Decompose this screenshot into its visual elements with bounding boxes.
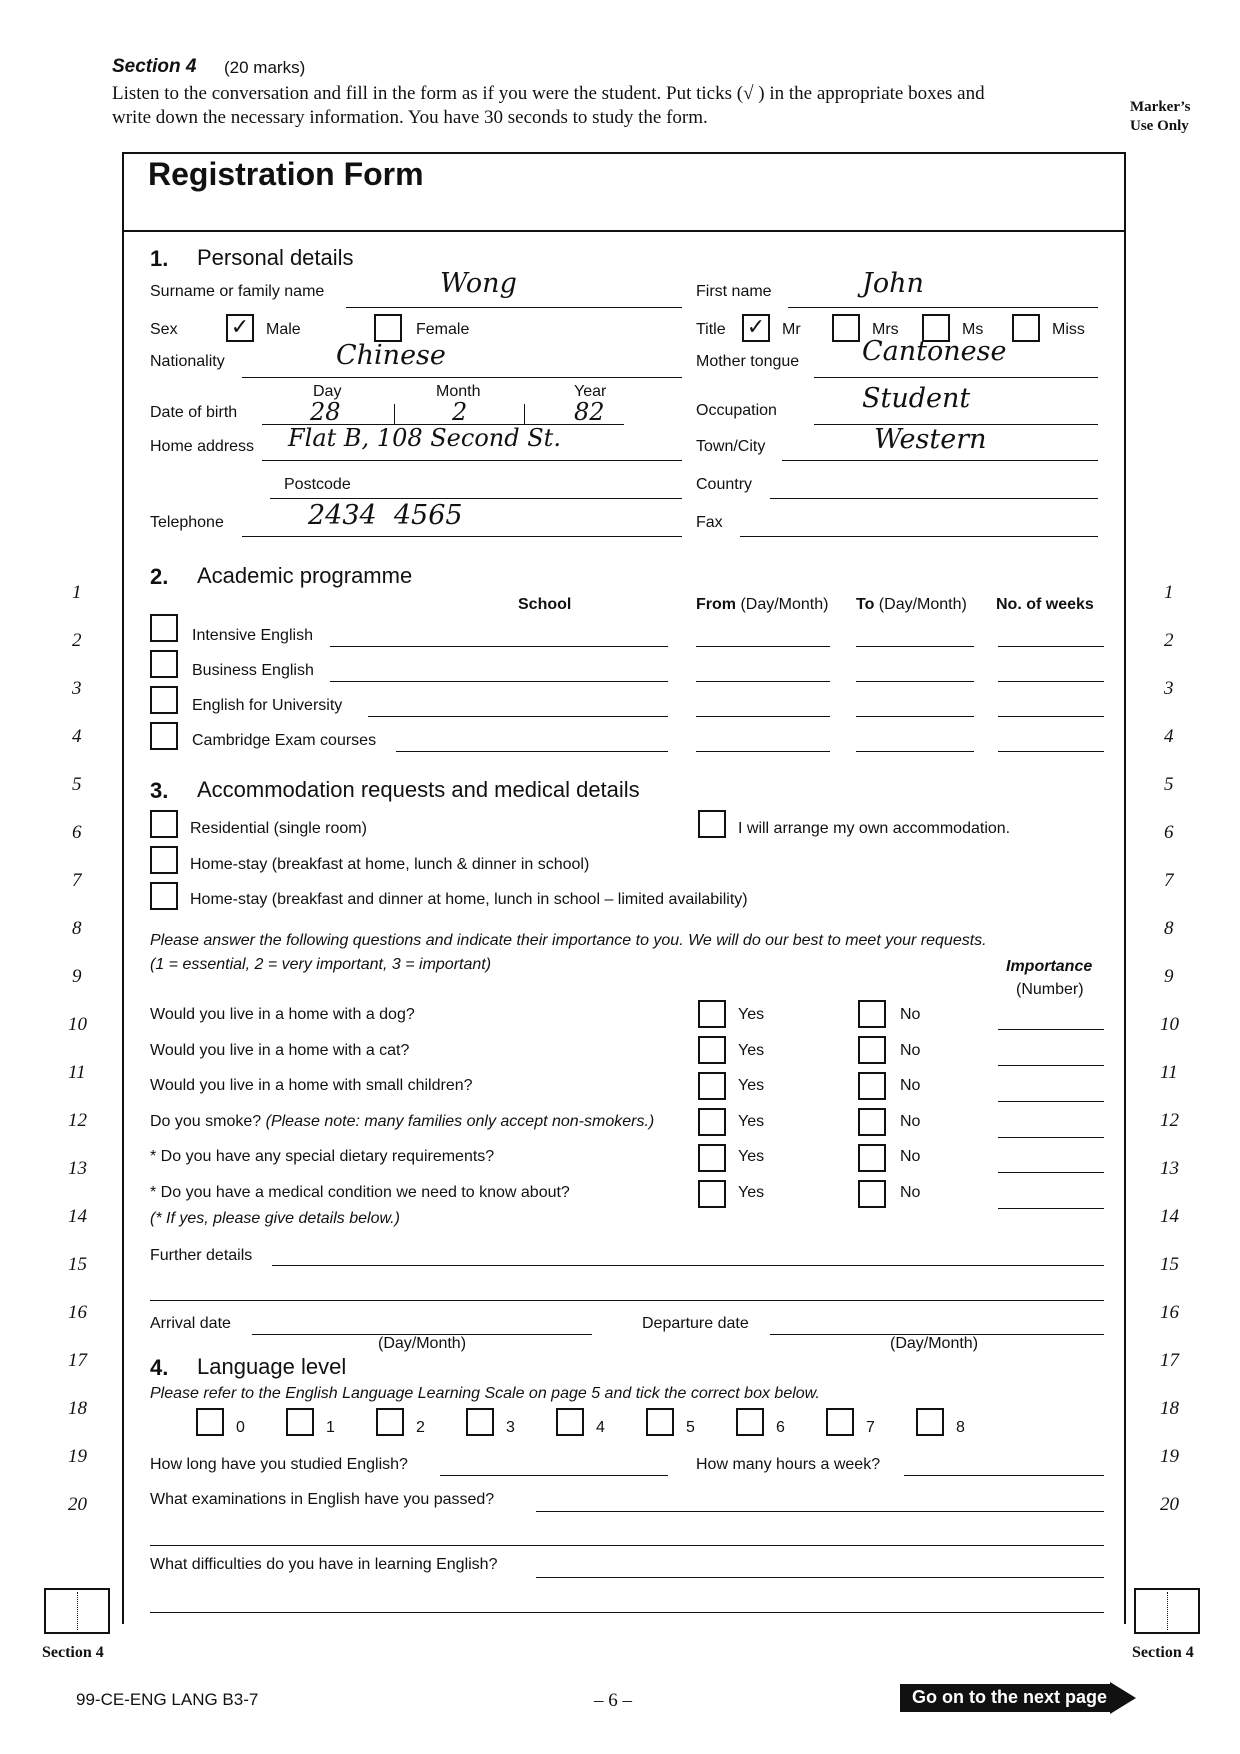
to-field[interactable] — [856, 716, 974, 717]
children-yes-checkbox[interactable] — [698, 1072, 726, 1100]
margin-number-right: 9 — [1164, 966, 1174, 987]
margin-number-left: 8 — [72, 918, 82, 939]
english-for-university-checkbox[interactable] — [150, 686, 178, 714]
form-title: Registration Form — [148, 156, 424, 192]
level-2-checkbox[interactable] — [376, 1408, 404, 1436]
mrs-label: Mrs — [872, 321, 899, 338]
hours-field[interactable] — [904, 1475, 1104, 1476]
dob-label: Date of birth — [150, 404, 238, 421]
school-field[interactable] — [368, 716, 668, 717]
medical-yes-checkbox[interactable] — [698, 1180, 726, 1208]
next-page-banner — [900, 1682, 1136, 1714]
children-importance-field[interactable] — [998, 1101, 1104, 1102]
margin-number-left: 19 — [68, 1446, 87, 1467]
question-children: Would you live in a home with small children? — [150, 1077, 473, 1094]
weeks-field[interactable] — [998, 681, 1104, 682]
form-right-border — [1124, 232, 1126, 1624]
how-long-label: How long have you studied English? — [150, 1456, 408, 1473]
smoke-note: (Please note: many families only accept non-smokers.) — [265, 1113, 655, 1130]
margin-number-right: 3 — [1164, 678, 1174, 699]
section-heading: Section 4 — [112, 56, 197, 77]
surname-field[interactable] — [346, 307, 682, 308]
departure-daymonth: (Day/Month) — [890, 1335, 979, 1352]
postcode-label: Postcode — [284, 476, 351, 493]
firstname-label: First name — [696, 283, 772, 300]
dietary-importance-field[interactable] — [998, 1172, 1104, 1173]
mrs-checkbox[interactable] — [832, 314, 860, 342]
address-value: Flat B, 108 Second St. — [288, 424, 561, 452]
further-details-field-2[interactable] — [150, 1300, 1104, 1301]
margin-number-left: 4 — [72, 726, 82, 747]
title-label: Title — [696, 321, 726, 338]
school-field[interactable] — [396, 751, 668, 752]
level-label: 3 — [506, 1419, 515, 1436]
level-6-checkbox[interactable] — [736, 1408, 764, 1436]
col-from — [696, 596, 828, 614]
score-box-divider — [1167, 1592, 1168, 1630]
col-from-label: From — [696, 596, 736, 613]
importance-sub: (Number) — [1016, 981, 1084, 998]
dob-divider-2 — [524, 404, 525, 424]
s2-number: 2. — [150, 564, 169, 589]
mr-label: Mr — [782, 321, 801, 338]
margin-number-left: 12 — [68, 1110, 87, 1131]
miss-checkbox[interactable] — [1012, 314, 1040, 342]
question-medical: * Do you have a medical condition we need to know about? — [150, 1184, 570, 1201]
miss-label: Miss — [1052, 321, 1085, 338]
level-label: 6 — [776, 1419, 785, 1436]
margin-number-left: 1 — [72, 582, 82, 603]
occupation-label: Occupation — [696, 402, 777, 419]
page-number: – 6 – — [594, 1690, 632, 1711]
dob-month-value: 2 — [452, 398, 468, 426]
weeks-field[interactable] — [998, 751, 1104, 752]
if-yes-note: (* If yes, please give details below.) — [150, 1210, 400, 1227]
smoke-yes-checkbox[interactable] — [698, 1108, 726, 1136]
col-to-sub: (Day/Month) — [874, 596, 967, 613]
margin-number-left: 14 — [68, 1206, 87, 1227]
course-label: English for University — [192, 697, 343, 714]
no-label: No — [900, 1077, 921, 1094]
fax-label: Fax — [696, 514, 723, 531]
level-label: 1 — [326, 1419, 335, 1436]
margin-number-left: 16 — [68, 1302, 87, 1323]
telephone-label: Telephone — [150, 514, 224, 531]
medical-no-checkbox[interactable] — [858, 1180, 886, 1208]
cat-importance-field[interactable] — [998, 1065, 1104, 1066]
margin-number-left: 5 — [72, 774, 82, 795]
course-label: Intensive English — [192, 627, 313, 644]
hours-label: How many hours a week? — [696, 1456, 881, 1473]
from-field[interactable] — [696, 716, 830, 717]
medical-importance-field[interactable] — [998, 1208, 1104, 1209]
col-to-label: To — [856, 596, 875, 613]
importance-note-1: Please answer the following questions and indicate their importance to you. We will do our best to meet your requests. — [150, 932, 987, 949]
male-label: Male — [266, 321, 301, 338]
question-smoke — [150, 1113, 654, 1131]
dietary-yes-checkbox[interactable] — [698, 1144, 726, 1172]
marker-score-box-left[interactable] — [44, 1588, 110, 1634]
yes-label: Yes — [738, 1148, 765, 1165]
level-label: 7 — [866, 1419, 875, 1436]
children-no-checkbox[interactable] — [858, 1072, 886, 1100]
no-label: No — [900, 1148, 921, 1165]
smoke-no-checkbox[interactable] — [858, 1108, 886, 1136]
surname-value: Wong — [440, 268, 517, 299]
score-box-divider — [77, 1592, 78, 1630]
section-marks: (20 marks) — [224, 58, 306, 77]
markers-use-only — [1130, 98, 1191, 136]
question-cat: Would you live in a home with a cat? — [150, 1042, 410, 1059]
address-label: Home address — [150, 438, 255, 455]
country-label: Country — [696, 476, 753, 493]
margin-number-left: 3 — [72, 678, 82, 699]
margin-number-left: 15 — [68, 1254, 87, 1275]
yes-label: Yes — [738, 1184, 765, 1201]
exams-field-2[interactable] — [150, 1545, 1104, 1546]
country-field[interactable] — [770, 498, 1098, 499]
margin-number-right: 1 — [1164, 582, 1174, 603]
exams-label: What examinations in English have you passed? — [150, 1491, 495, 1508]
firstname-field[interactable] — [788, 307, 1098, 308]
school-field[interactable] — [330, 646, 668, 647]
col-from-sub: (Day/Month) — [736, 596, 829, 613]
telephone-field[interactable] — [242, 536, 682, 537]
yes-label: Yes — [738, 1077, 765, 1094]
dog-yes-checkbox[interactable] — [698, 1000, 726, 1028]
town-value: Western — [874, 424, 987, 455]
section-label-left: Section 4 — [42, 1644, 104, 1661]
mr-checkbox[interactable]: ✓ — [742, 314, 770, 342]
arrival-daymonth: (Day/Month) — [378, 1335, 467, 1352]
yes-label: Yes — [738, 1113, 765, 1130]
margin-number-right: 18 — [1160, 1398, 1179, 1419]
margin-number-right: 12 — [1160, 1110, 1179, 1131]
no-label: No — [900, 1113, 921, 1130]
surname-label: Surname or family name — [150, 283, 325, 300]
nationality-field[interactable] — [242, 377, 682, 378]
margin-number-left: 18 — [68, 1398, 87, 1419]
occupation-value: Student — [862, 383, 971, 414]
dob-month-label: Month — [436, 383, 481, 400]
margin-number-right: 10 — [1160, 1014, 1179, 1035]
instructions-line-2: write down the necessary information. You have 30 seconds to study the form. — [112, 107, 708, 128]
col-weeks: No. of weeks — [996, 596, 1094, 613]
no-label: No — [900, 1006, 921, 1023]
no-label: No — [900, 1184, 921, 1201]
postcode-field[interactable] — [270, 498, 682, 499]
difficulties-field-2[interactable] — [150, 1612, 1104, 1613]
margin-number-left: 9 — [72, 966, 82, 987]
s1-title: Personal details — [197, 245, 354, 270]
ms-label: Ms — [962, 321, 984, 338]
next-page-text: Go on to the next page — [912, 1687, 1108, 1707]
departure-label: Departure date — [642, 1315, 749, 1332]
from-field[interactable] — [696, 681, 830, 682]
course-label: Cambridge Exam courses — [192, 732, 377, 749]
margin-number-left: 10 — [68, 1014, 87, 1035]
to-field[interactable] — [856, 751, 974, 752]
level-label: 2 — [416, 1419, 425, 1436]
level-label: 4 — [596, 1419, 605, 1436]
level-label: 0 — [236, 1419, 245, 1436]
col-school: School — [518, 596, 572, 613]
from-field[interactable] — [696, 751, 830, 752]
town-field[interactable] — [782, 460, 1098, 461]
female-label: Female — [416, 321, 470, 338]
margin-number-right: 14 — [1160, 1206, 1179, 1227]
margin-number-left: 17 — [68, 1350, 87, 1371]
mother-tongue-value: Cantonese — [862, 336, 1007, 367]
mother-tongue-label: Mother tongue — [696, 353, 800, 370]
margin-number-right: 5 — [1164, 774, 1174, 795]
level-1-checkbox[interactable] — [286, 1408, 314, 1436]
smoke-question: Do you smoke? — [150, 1113, 262, 1130]
homestay-1-checkbox[interactable] — [150, 846, 178, 874]
s3-number: 3. — [150, 778, 169, 803]
level-0-checkbox[interactable] — [196, 1408, 224, 1436]
col-to — [856, 596, 967, 614]
margin-number-right: 6 — [1164, 822, 1174, 843]
dog-no-checkbox[interactable] — [858, 1000, 886, 1028]
margin-number-right: 17 — [1160, 1350, 1179, 1371]
paper-code: 99-CE-ENG LANG B3-7 — [76, 1690, 259, 1709]
margin-number-right: 8 — [1164, 918, 1174, 939]
homestay-1-label: Home-stay (breakfast at home, lunch & dinner in school) — [190, 856, 590, 873]
margin-number-right: 7 — [1164, 870, 1174, 891]
sex-label: Sex — [150, 321, 178, 338]
level-3-checkbox[interactable] — [466, 1408, 494, 1436]
level-8-checkbox[interactable] — [916, 1408, 944, 1436]
weeks-field[interactable] — [998, 646, 1104, 647]
question-dietary: * Do you have any special dietary requirements? — [150, 1148, 495, 1165]
form-left-border — [122, 232, 124, 1624]
margin-number-right: 11 — [1160, 1062, 1178, 1083]
own-accommodation-checkbox[interactable] — [698, 810, 726, 838]
margin-number-left: 20 — [68, 1494, 87, 1515]
margin-number-left: 2 — [72, 630, 82, 651]
level-4-checkbox[interactable] — [556, 1408, 584, 1436]
arrival-label: Arrival date — [150, 1315, 231, 1332]
how-long-field[interactable] — [440, 1475, 668, 1476]
to-field[interactable] — [856, 681, 974, 682]
female-checkbox[interactable] — [374, 314, 402, 342]
dob-divider-1 — [394, 404, 395, 424]
no-label: No — [900, 1042, 921, 1059]
homestay-2-checkbox[interactable] — [150, 882, 178, 910]
marker-label-1: Marker’s — [1130, 99, 1191, 115]
intensive-english-checkbox[interactable] — [150, 614, 178, 642]
further-details-field[interactable] — [272, 1265, 1104, 1266]
telephone-value: 2434 4565 — [308, 500, 463, 531]
mother-tongue-field[interactable] — [814, 377, 1098, 378]
yes-label: Yes — [738, 1042, 765, 1059]
residential-label: Residential (single room) — [190, 820, 367, 837]
fax-field[interactable] — [740, 536, 1098, 537]
language-level-note: Please refer to the English Language Learning Scale on page 5 and tick the correct box below. — [150, 1385, 820, 1402]
further-details-label: Further details — [150, 1247, 253, 1264]
dog-importance-field[interactable] — [998, 1029, 1104, 1030]
instructions-line-1: Listen to the conversation and fill in the form as if you were the student. Put ticks (√ ) in the appropriate boxes and — [112, 83, 985, 104]
business-english-checkbox[interactable] — [150, 650, 178, 678]
question-dog: Would you live in a home with a dog? — [150, 1006, 415, 1023]
s4-title: Language level — [197, 1354, 347, 1379]
marker-score-box-right[interactable] — [1134, 1588, 1200, 1634]
importance-heading: Importance — [1006, 958, 1093, 975]
dob-year-label: Year — [574, 383, 607, 400]
homestay-2-label: Home-stay (breakfast and dinner at home, lunch in school – limited availability) — [190, 891, 748, 908]
own-accommodation-label: I will arrange my own accommodation. — [738, 820, 1011, 837]
margin-number-right: 13 — [1160, 1158, 1179, 1179]
difficulties-field[interactable] — [536, 1577, 1104, 1578]
margin-number-left: 13 — [68, 1158, 87, 1179]
town-label: Town/City — [696, 438, 766, 455]
yes-label: Yes — [738, 1006, 765, 1023]
dob-year-value: 82 — [574, 398, 605, 426]
margin-number-right: 16 — [1160, 1302, 1179, 1323]
marker-label-2: Use Only — [1130, 118, 1189, 134]
course-label: Business English — [192, 662, 314, 679]
dob-day-value: 28 — [310, 398, 341, 426]
cambridge-exam-checkbox[interactable] — [150, 722, 178, 750]
school-field[interactable] — [330, 681, 668, 682]
s1-number: 1. — [150, 246, 169, 271]
smoke-importance-field[interactable] — [998, 1137, 1104, 1138]
margin-number-right: 20 — [1160, 1494, 1179, 1515]
margin-number-right: 4 — [1164, 726, 1174, 747]
level-label: 5 — [686, 1419, 695, 1436]
s3-title: Accommodation requests and medical details — [197, 777, 640, 802]
margin-number-right: 15 — [1160, 1254, 1179, 1275]
address-field[interactable] — [262, 460, 682, 461]
nationality-value: Chinese — [336, 340, 446, 371]
margin-number-right: 19 — [1160, 1446, 1179, 1467]
margin-number-left: 11 — [68, 1062, 86, 1083]
s4-number: 4. — [150, 1355, 169, 1380]
level-7-checkbox[interactable] — [826, 1408, 854, 1436]
margin-number-right: 2 — [1164, 630, 1174, 651]
margin-number-left: 7 — [72, 870, 82, 891]
dietary-no-checkbox[interactable] — [858, 1144, 886, 1172]
level-label: 8 — [956, 1419, 965, 1436]
cat-no-checkbox[interactable] — [858, 1036, 886, 1064]
weeks-field[interactable] — [998, 716, 1104, 717]
level-5-checkbox[interactable] — [646, 1408, 674, 1436]
dob-day-label: Day — [313, 383, 342, 400]
firstname-value: John — [862, 268, 924, 299]
section-label-right: Section 4 — [1132, 1644, 1194, 1661]
s2-title: Academic programme — [197, 563, 413, 588]
margin-number-left: 6 — [72, 822, 82, 843]
difficulties-label: What difficulties do you have in learning English? — [150, 1556, 498, 1573]
male-checkbox[interactable]: ✓ — [226, 314, 254, 342]
to-field[interactable] — [856, 646, 974, 647]
nationality-label: Nationality — [150, 353, 225, 370]
from-field[interactable] — [696, 646, 830, 647]
cat-yes-checkbox[interactable] — [698, 1036, 726, 1064]
importance-note-2: (1 = essential, 2 = very important, 3 = important) — [150, 956, 492, 973]
residential-checkbox[interactable] — [150, 810, 178, 838]
exams-field[interactable] — [536, 1511, 1104, 1512]
